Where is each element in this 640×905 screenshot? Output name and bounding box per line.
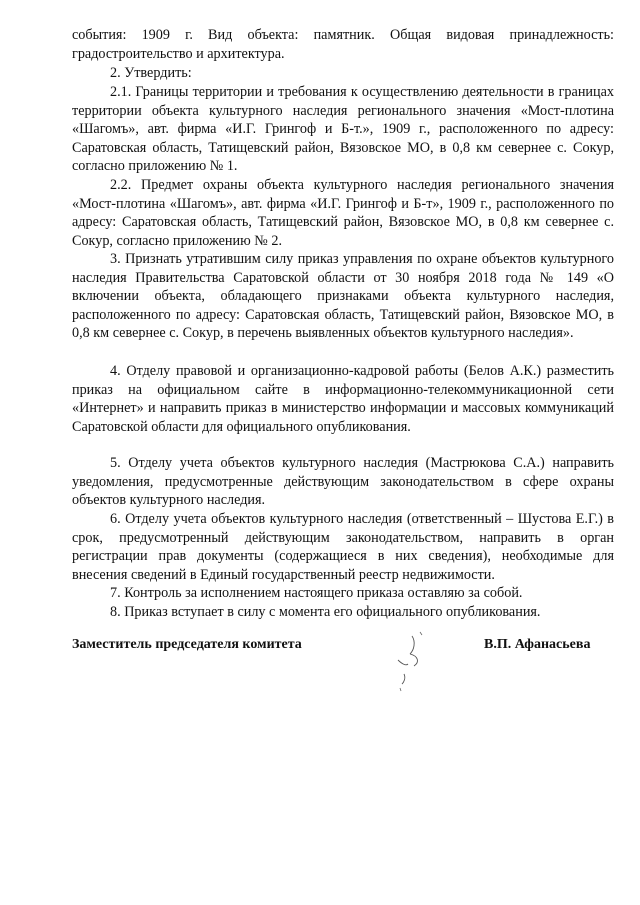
signatory-position: Заместитель председателя комитета xyxy=(72,637,302,652)
paragraph-2-1: 2.1. Границы территории и требования к осуществлению деятельности в границах территории объекта культурного наследия регионального значения «Мост-плотина «Шагомъ», авт. фирма «И.Г. Грингоф и Б-т.», 1909 г., расположенного по адресу: Саратовская область, Татищевский район, Вязовское МО, в 0,8 км севернее с. Сокур, согласно приложению № 1. xyxy=(72,84,614,175)
paragraph-8: 8. Приказ вступает в силу с момента его официального опубликования. xyxy=(110,604,541,620)
handwritten-signature-mark xyxy=(380,630,440,700)
paragraph-4: 4. Отделу правовой и организационно-кадровой работы (Белов А.К.) разместить приказ на официальном сайте в информационно-телекоммуникационной сети «Интернет» и направить приказ в министерство информации и массовых коммуникаций Саратовской области для официального опубликования. xyxy=(72,363,614,435)
paragraph-3: 3. Признать утратившим силу приказ управления по охране объектов культурного наследия Правительства Саратовской области от 30 ноября 2018 года № 149 «О включении объекта, обладающего признаками объекта культурного наследия, расположенного по адресу: Саратовская область, Татищевский район, Вязовское МО, в 0,8 км севернее с. Сокур, в перечень выявленных объектов культурного наследия». xyxy=(72,251,614,342)
paragraph-approve: 2. Утвердить: xyxy=(110,65,192,81)
paragraph-6: 6. Отделу учета объектов культурного наследия (ответственный – Шустова Е.Г.) в срок, предусмотренный действующим законодательством, направить в орган регистрации прав документы (содержащиеся в них сведения), необходимые для внесения сведений в Единый государственный реестр недвижимости. xyxy=(72,511,614,583)
paragraph-2-2: 2.2. Предмет охраны объекта культурного наследия регионального значения «Мост-плотина «Шагомъ», авт. фирма «И.Г. Грингоф и Б-т», 1909 г., расположенного по адресу: Саратовская область, Татищевский район, Вязовское МО, в 0,8 км севернее с. Сокур, согласно приложению № 2. xyxy=(72,177,614,249)
paragraph-7: 7. Контроль за исполнением настоящего приказа оставляю за собой. xyxy=(110,585,523,601)
paragraph-5: 5. Отделу учета объектов культурного наследия (Мастрюкова С.А.) направить уведомления, предусмотренные действующим законодательством в сфере охраны объектов культурного наследия. xyxy=(72,455,614,509)
signatory-name: В.П. Афанасьева xyxy=(484,637,591,652)
paragraph-object-info: события: 1909 г. Вид объекта: памятник. Общая видовая принадлежность: градостроительство и архитектура. xyxy=(72,27,614,62)
